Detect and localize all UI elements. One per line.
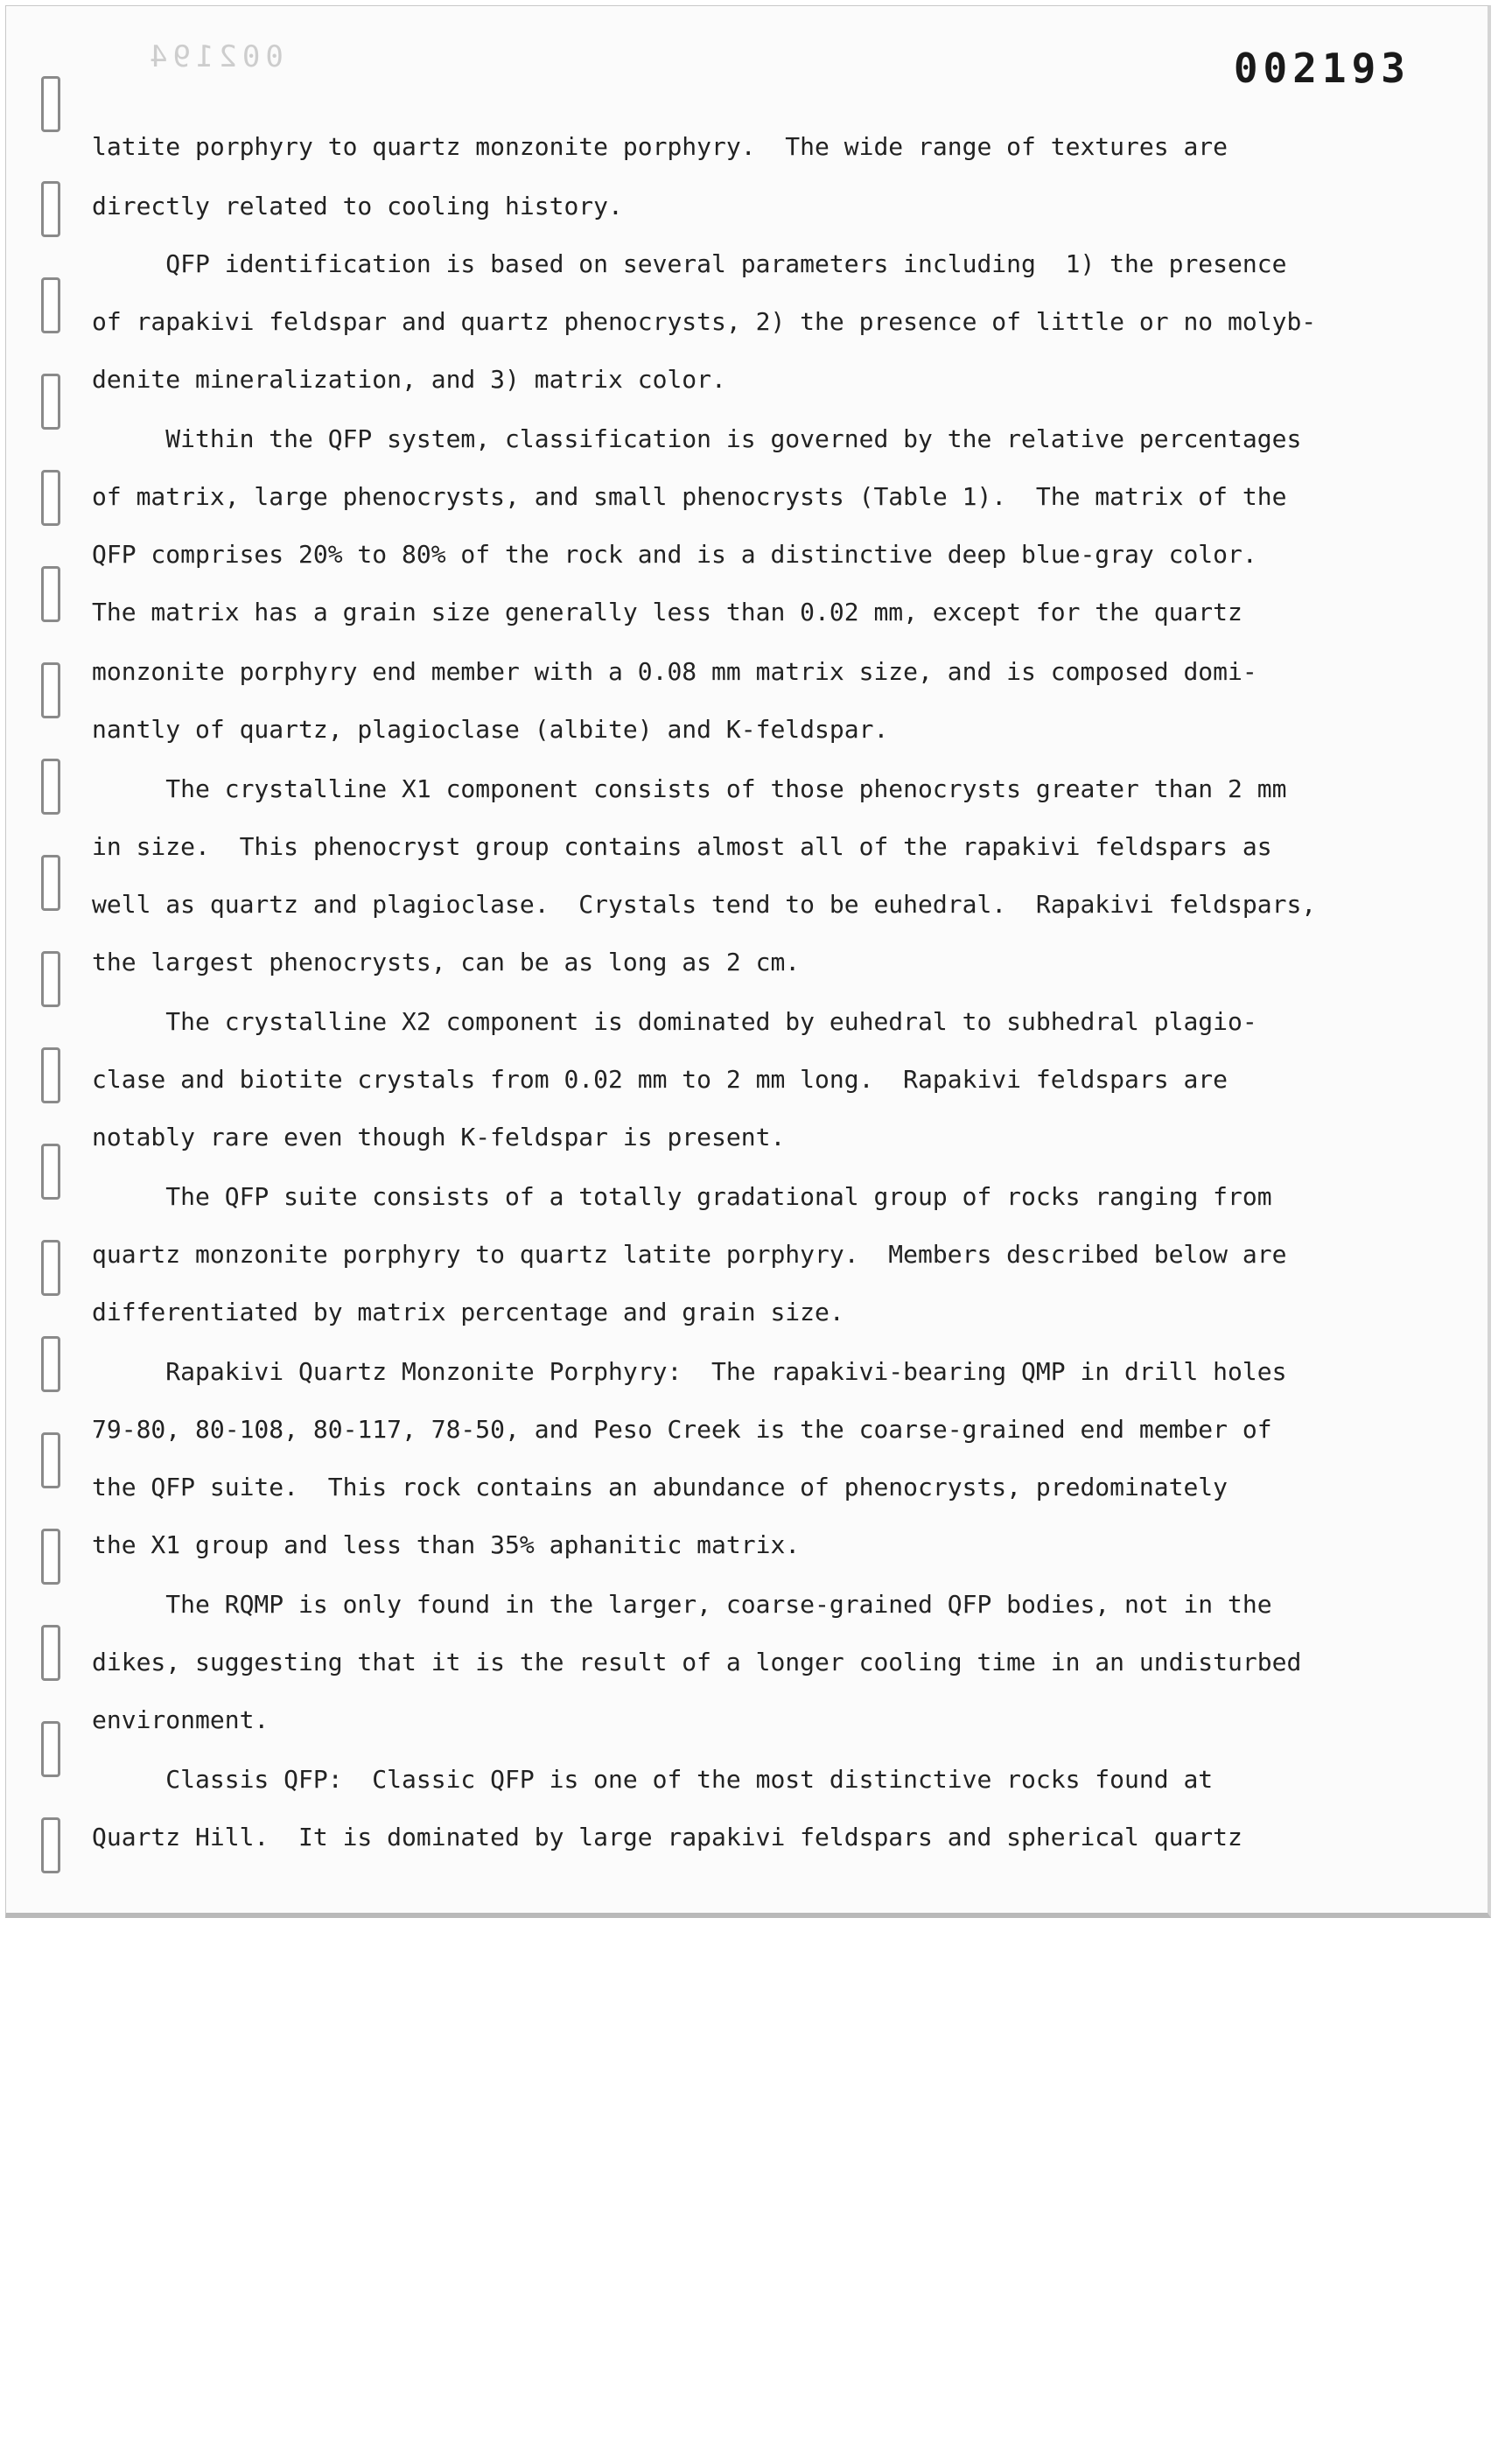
text-line: environment.: [92, 1705, 270, 1734]
text-line: the X1 group and less than 35% aphanitic matrix.: [92, 1530, 801, 1559]
text-line: 79-80, 80-108, 80-117, 78-50, and Peso Creek is the coarse-grained end member of: [92, 1415, 1272, 1444]
text-line: dikes, suggesting that it is the result of a longer cooling time in an undisturbed: [92, 1648, 1302, 1676]
document-number: 002193: [1233, 45, 1410, 92]
binder-hole: [41, 76, 60, 132]
binder-hole: [41, 1144, 60, 1200]
text-line: of rapakivi feldspar and quartz phenocrysts, 2) the presence of little or no molyb-: [92, 307, 1317, 336]
binder-hole: [41, 1240, 60, 1296]
faint-stamp-number: 002194: [144, 39, 284, 74]
binder-hole: [41, 855, 60, 911]
text-line: Within the QFP system, classification is governed by the relative percentages: [92, 424, 1302, 453]
text-line: QFP identification is based on several parameters including 1) the presence: [92, 249, 1287, 278]
binder-hole: [41, 374, 60, 430]
text-line: in size. This phenocryst group contains almost all of the rapakivi feldspars as: [92, 832, 1272, 861]
text-line: The QFP suite consists of a totally gradational group of rocks ranging from: [92, 1182, 1272, 1211]
text-line: directly related to cooling history.: [92, 192, 623, 220]
text-line: Quartz Hill. It is dominated by large rapakivi feldspars and spherical quartz: [92, 1823, 1242, 1852]
binder-hole: [41, 1625, 60, 1681]
binder-hole: [41, 470, 60, 526]
binder-hole: [41, 277, 60, 333]
binder-hole: [41, 1432, 60, 1488]
binder-hole: [41, 1047, 60, 1103]
text-line: The crystalline X2 component is dominated by euhedral to subhedral plagio-: [92, 1007, 1257, 1036]
text-line: The matrix has a grain size generally less than 0.02 mm, except for the quartz: [92, 598, 1242, 626]
text-line: clase and biotite crystals from 0.02 mm to 2 mm long. Rapakivi feldspars are: [92, 1065, 1228, 1094]
binder-hole: [41, 1817, 60, 1873]
text-line: denite mineralization, and 3) matrix color.: [92, 365, 726, 394]
text-line: notably rare even though K-feldspar is present.: [92, 1123, 786, 1152]
text-line: Classis QFP: Classic QFP is one of the most distinctive rocks found at: [92, 1765, 1214, 1794]
text-line: QFP comprises 20% to 80% of the rock and is a distinctive deep blue-gray color.: [92, 540, 1257, 569]
text-line: nantly of quartz, plagioclase (albite) and K-feldspar.: [92, 715, 889, 744]
text-line: the QFP suite. This rock contains an abundance of phenocrysts, predominately: [92, 1473, 1228, 1502]
text-line: differentiated by matrix percentage and grain size.: [92, 1298, 844, 1326]
text-line: The crystalline X1 component consists of those phenocrysts greater than 2 mm: [92, 774, 1287, 803]
binder-hole: [41, 662, 60, 718]
document-page: [5, 5, 1491, 1918]
text-line: monzonite porphyry end member with a 0.08 mm matrix size, and is composed domi-: [92, 657, 1257, 686]
binder-hole: [41, 1529, 60, 1585]
text-line: quartz monzonite porphyry to quartz latite porphyry. Members described below are: [92, 1240, 1287, 1269]
binder-hole: [41, 951, 60, 1007]
binder-hole: [41, 759, 60, 815]
binder-hole: [41, 1336, 60, 1392]
text-line: well as quartz and plagioclase. Crystals tend to be euhedral. Rapakivi feldspars,: [92, 890, 1317, 919]
text-line: latite porphyry to quartz monzonite porphyry. The wide range of textures are: [92, 132, 1228, 161]
text-line: The RQMP is only found in the larger, coarse-grained QFP bodies, not in the: [92, 1590, 1272, 1619]
binder-hole: [41, 566, 60, 622]
binder-hole: [41, 1721, 60, 1777]
text-line: the largest phenocrysts, can be as long as 2 cm.: [92, 948, 801, 976]
text-line: of matrix, large phenocrysts, and small phenocrysts (Table 1). The matrix of the: [92, 482, 1287, 511]
text-line: Rapakivi Quartz Monzonite Porphyry: The rapakivi-bearing QMP in drill holes: [92, 1357, 1287, 1386]
binder-hole: [41, 181, 60, 237]
